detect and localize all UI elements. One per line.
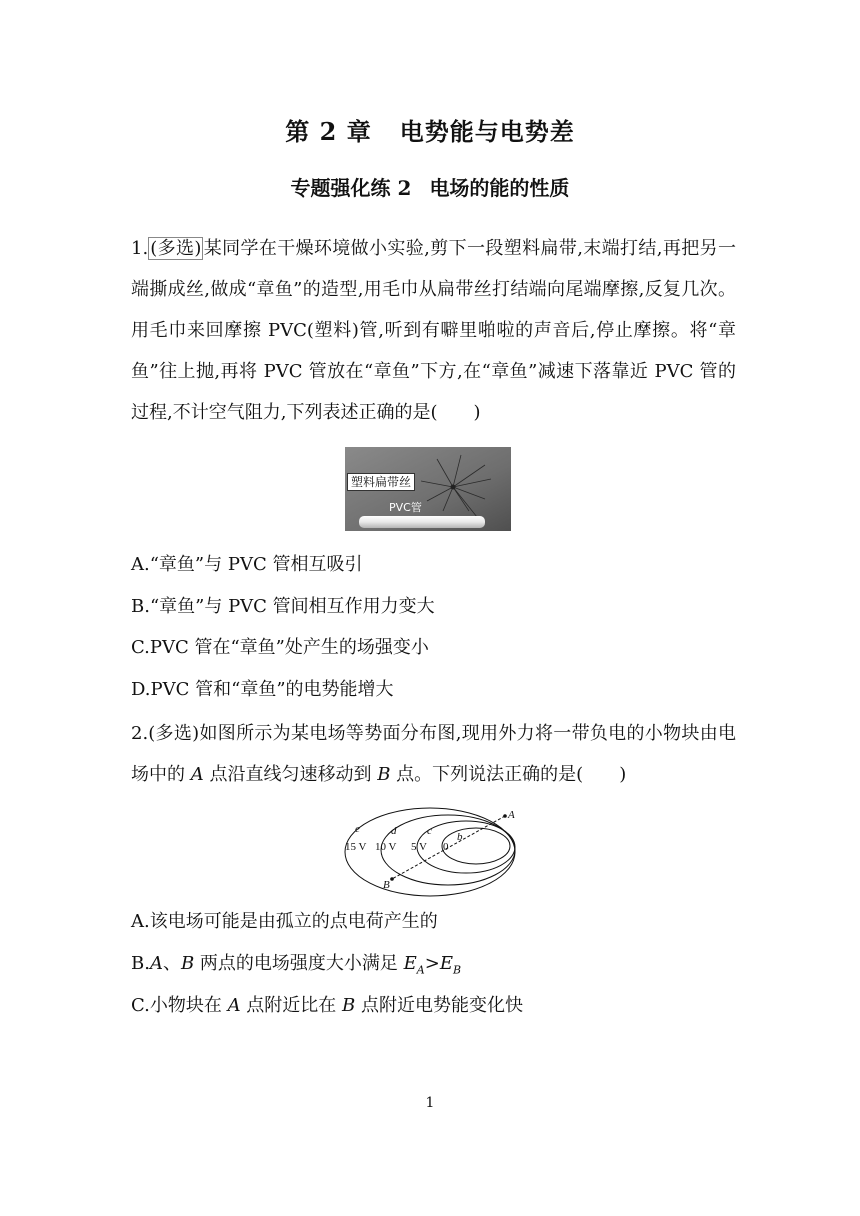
option-b-eb-sub: B (452, 963, 462, 977)
question-2-body-2: 点沿直线匀速移动到 (203, 764, 378, 785)
label-b: b (457, 831, 463, 843)
point-a-dot (503, 814, 507, 818)
option-b-gt: > (424, 953, 440, 974)
label-0v: 0 (443, 841, 449, 853)
photo-label-pipe: PVC管 (389, 501, 422, 514)
chapter-title (0, 112, 860, 147)
question-2-point-a: A (190, 764, 204, 785)
option-b-eb: E (439, 953, 453, 974)
question-1-photo (345, 447, 511, 531)
section-name: 电场的能的性质 (429, 176, 570, 200)
option-c-point-a: A (227, 995, 241, 1016)
question-2-text (131, 713, 736, 795)
question-2-point-b: B (377, 764, 391, 785)
question-2-option-b (131, 952, 461, 983)
question-2-paren-close: ) (619, 764, 627, 785)
question-1-option-b: B.“章鱼”与 PVC 管间相互作用力变大 (131, 596, 435, 617)
option-c-prefix: C.小物块在 (131, 995, 228, 1016)
option-c-suffix: 点附近电势能变化快 (355, 995, 523, 1016)
option-c-mid: 点附近比在 (240, 995, 343, 1016)
option-b-body: 两点的电场强度大小满足 (194, 953, 404, 974)
option-b-sep: 、 (162, 953, 181, 974)
label-point-b: B (383, 879, 390, 891)
question-2-option-a: A.该电场可能是由孤立的点电荷产生的 (131, 911, 438, 932)
option-b-ea-sub: A (416, 963, 425, 977)
chapter-name: 电势能与电势差 (399, 117, 575, 146)
question-1-body: 某同学在干燥环境做小实验,剪下一段塑料扁带,末端打结,再把另一端撕成丝,做成“章鱼”的造型,用毛巾从扁带丝打结端向尾端摩擦,反复几次。用毛巾来回摩擦 PVC(塑料)管,听到有噼里啪啦的声音后,停止摩擦。将“章鱼”往上抛,再将 PVC 管放在“章鱼”下方,在“章鱼”减速下落靠近 PVC 管的过程,不计空气阻力,下列表述正确的是 (131, 238, 736, 423)
question-1-tag: (多选) (150, 238, 202, 259)
label-15v: 15 V (345, 841, 367, 853)
label-d: d (391, 825, 397, 837)
label-e: e (355, 823, 360, 835)
label-10v: 10 V (375, 841, 397, 853)
option-b-prefix: B. (131, 953, 150, 974)
option-b-point-b: B (180, 953, 195, 974)
equipotential-diagram (343, 806, 521, 898)
photo-label-ribbon: 塑料扁带丝 (347, 473, 415, 491)
question-1-option-d: D.PVC 管和“章鱼”的电势能增大 (131, 679, 394, 700)
question-1-text (131, 228, 736, 433)
question-1-paren-open: ( (430, 402, 438, 423)
section-title (0, 172, 860, 201)
label-5v: 5 V (411, 841, 427, 853)
point-b-dot (390, 877, 394, 881)
question-1-option-a: A.“章鱼”与 PVC 管相互吸引 (131, 554, 363, 575)
question-2-number: 2. (131, 723, 149, 744)
question-1-option-c: C.PVC 管在“章鱼”处产生的场强变小 (131, 637, 429, 658)
section-number: 专题强化练 2 (290, 176, 412, 200)
option-c-point-b: B (342, 995, 356, 1016)
question-1-number: 1. (131, 238, 149, 259)
page-number: 1 (425, 1095, 435, 1111)
question-1-paren-close: ) (473, 402, 481, 423)
option-b-point-a: A (149, 953, 163, 974)
option-b-ea: E (403, 953, 417, 974)
equipotential-e (345, 808, 515, 896)
question-2-tag: (多选) (148, 723, 200, 744)
question-2-paren-open: ( (576, 764, 584, 785)
label-c: c (427, 825, 432, 837)
chapter-number: 第 2 章 (285, 117, 372, 146)
question-2-option-c (131, 994, 523, 1018)
label-point-a: A (508, 809, 515, 821)
question-2-body-3: 点。下列说法正确的是 (390, 764, 577, 785)
path-a-to-b (392, 816, 505, 879)
question-2-body-1: 如图所示为某电场等势面分布图,现用外力将一带负电的小物块由电场中的 (131, 723, 737, 785)
